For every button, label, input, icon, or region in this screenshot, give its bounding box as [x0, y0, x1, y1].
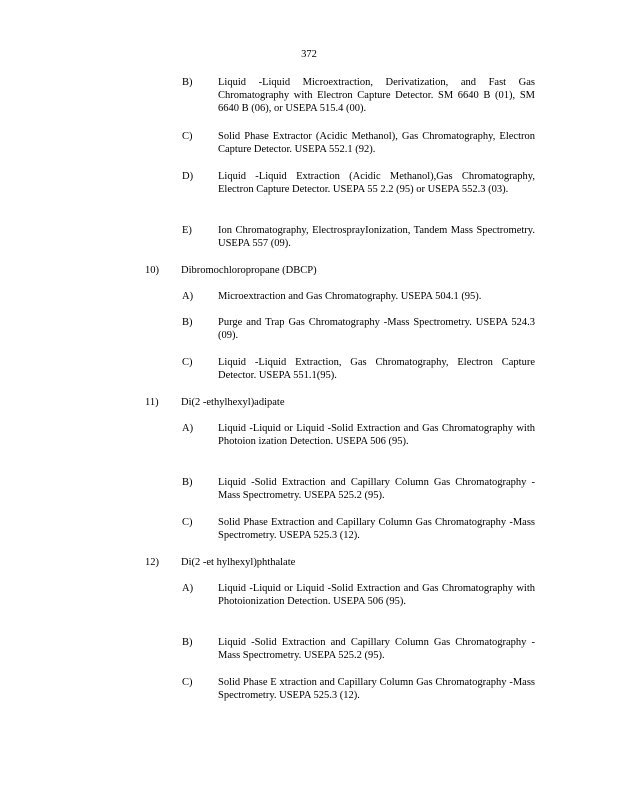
entry-text: Liquid -Solid Extraction and Capillary Column Gas Chromatography -Mass Spectrometry. USEPA 525.2 (95).: [218, 637, 535, 661]
entry-text: Purge and Trap Gas Chromatography -Mass Spectrometry. USEPA 524.3 (09).: [218, 317, 535, 341]
item-number: 12): [145, 557, 159, 568]
item-number: 10): [145, 265, 159, 276]
entry-text: Liquid -Liquid or Liquid -Solid Extraction and Gas Chromatography with Photoionization Detection. USEPA 506 (95).: [218, 583, 535, 607]
entry-label: C): [182, 677, 193, 688]
entry-label: A): [182, 423, 194, 434]
entry-label: B): [182, 77, 193, 88]
entry-text: Microextraction and Gas Chromatography. USEPA 504.1 (95).: [218, 291, 482, 302]
page-number: 372: [301, 49, 317, 60]
entry-label: E): [182, 225, 192, 236]
entry-text: Liquid -Solid Extraction and Capillary Column Gas Chromatography -Mass Spectrometry. USEPA 525.2 (95).: [218, 477, 535, 501]
entry-label: C): [182, 357, 193, 368]
entry-label: D): [182, 171, 194, 182]
item-11-heading: [145, 396, 285, 409]
entry-label: A): [182, 583, 194, 594]
item-title: Di(2 -et hylhexyl)phthalate: [181, 557, 296, 568]
entry-text: Ion Chromatography, ElectrosprayIonization, Tandem Mass Spectrometry. USEPA 557 (09).: [218, 225, 535, 249]
item-10-heading: [145, 264, 317, 277]
entry-label: C): [182, 131, 193, 142]
entry-text: Solid Phase E xtraction and Capillary Column Gas Chromatography -Mass Spectrometry. USEPA 525.3 (12).: [218, 677, 535, 701]
entry-text: Liquid -Liquid Extraction, Gas Chromatography, Electron Capture Detector. USEPA 551.1(95).: [218, 357, 535, 381]
entry-label: B): [182, 477, 193, 488]
entry-label: B): [182, 637, 193, 648]
item-12-heading: [145, 556, 295, 569]
item-number: 11): [145, 397, 159, 408]
entry-text: Liquid -Liquid or Liquid -Solid Extraction and Gas Chromatography with Photoion ization Detection. USEPA 506 (95).: [218, 423, 535, 447]
entry-text: Liquid -Liquid Extraction (Acidic Methanol),Gas Chromatography, Electron Capture Detector. USEPA 55 2.2 (95) or USEPA 552.3 (03).: [218, 171, 535, 195]
entry-label: C): [182, 517, 193, 528]
entry-text: Solid Phase Extractor (Acidic Methanol), Gas Chromatography, Electron Capture Detector. USEPA 552.1 (92).: [218, 131, 535, 155]
item-title: Di(2 -ethylhexyl)adipate: [181, 397, 285, 408]
entry-label: B): [182, 317, 193, 328]
item-title: Dibromochloropropane (DBCP): [181, 265, 317, 276]
entry-text: Solid Phase Extraction and Capillary Column Gas Chromatography -Mass Spectrometry. USEPA 525.3 (12).: [218, 517, 535, 541]
entry-label: A): [182, 291, 194, 302]
entry-text: Liquid -Liquid Microextraction, Derivatization, and Fast Gas Chromatography with Electron Capture Detector. SM 6640 B (01), SM 6640 B (06), or USEPA 515.4 (00).: [218, 77, 535, 114]
